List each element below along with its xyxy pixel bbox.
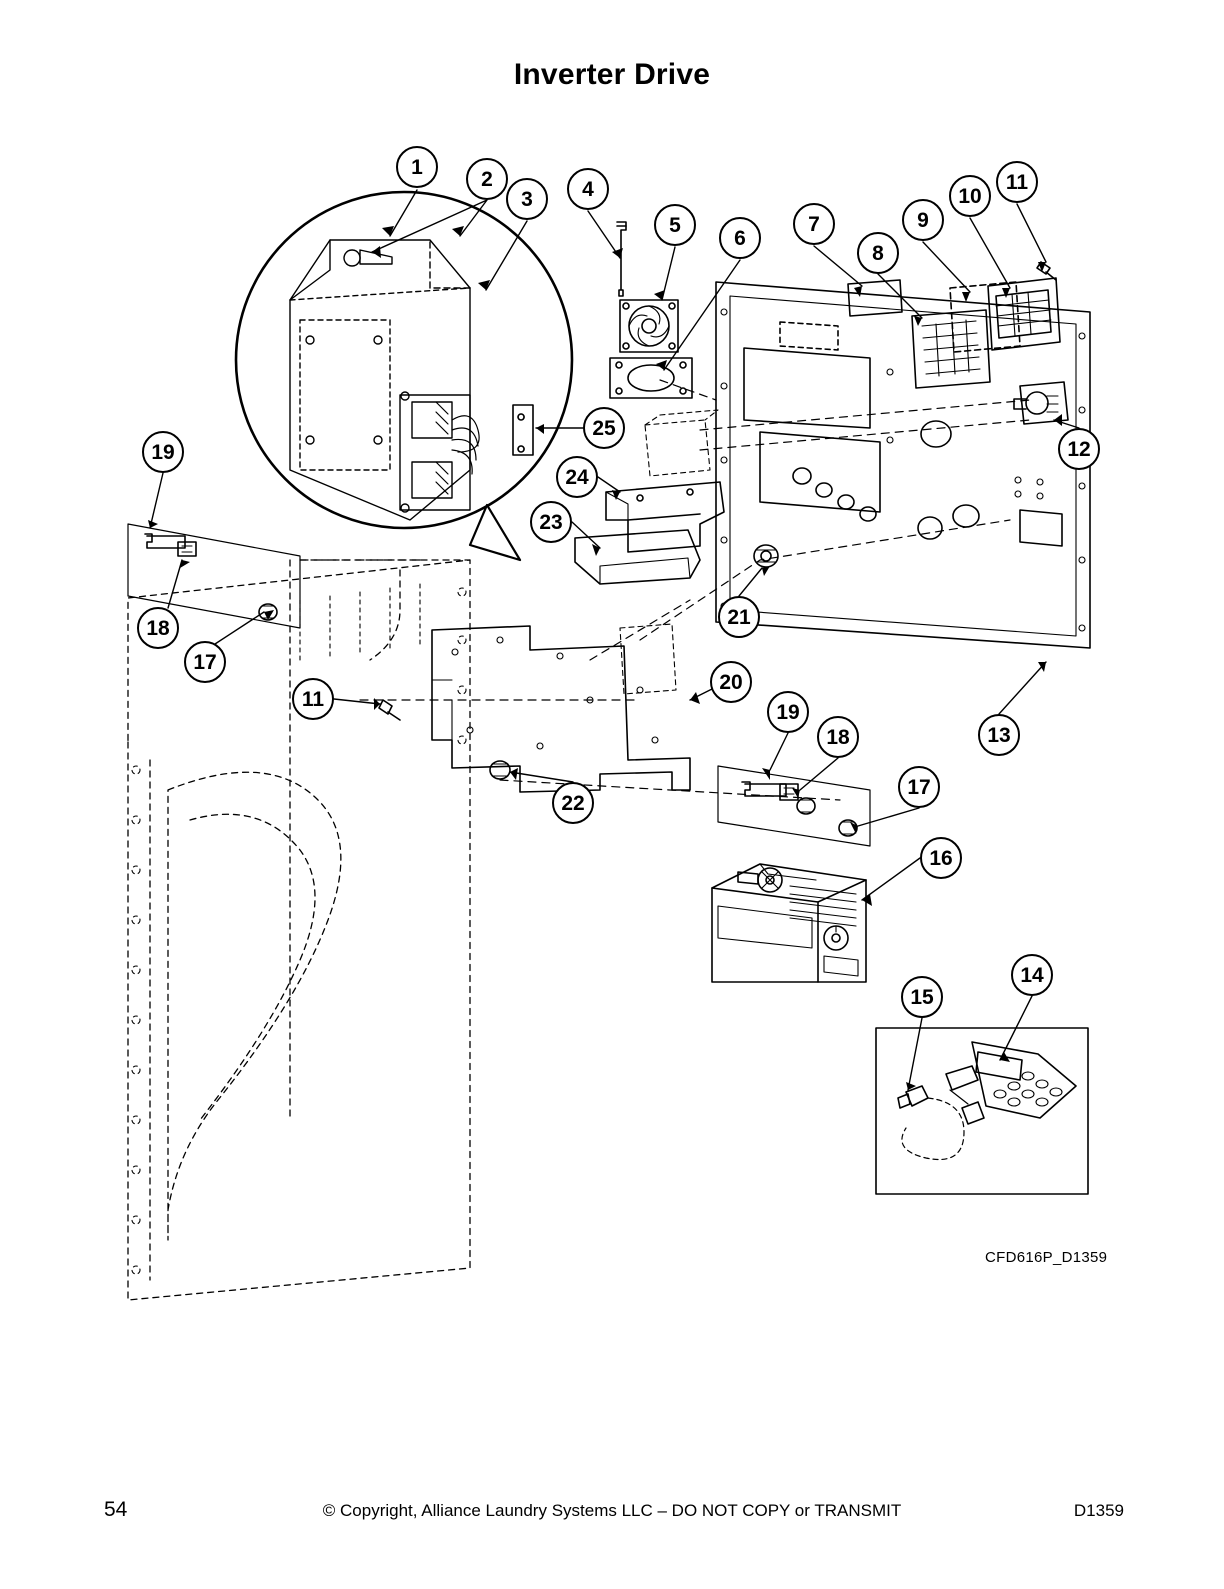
callout-23[interactable]: 23 xyxy=(530,501,572,543)
callout-8[interactable]: 8 xyxy=(857,232,899,274)
page-title: Inverter Drive xyxy=(513,58,711,91)
callout-4[interactable]: 4 xyxy=(567,168,609,210)
callout-11[interactable]: 11 xyxy=(292,678,334,720)
callout-19[interactable]: 19 xyxy=(767,691,809,733)
callout-22[interactable]: 22 xyxy=(552,782,594,824)
callout-15[interactable]: 15 xyxy=(901,976,943,1018)
callout-18[interactable]: 18 xyxy=(817,716,859,758)
callout-14[interactable]: 14 xyxy=(1011,954,1053,996)
callout-12[interactable]: 12 xyxy=(1058,428,1100,470)
callout-17[interactable]: 17 xyxy=(898,766,940,808)
callout-20[interactable]: 20 xyxy=(710,661,752,703)
callout-5[interactable]: 5 xyxy=(654,204,696,246)
callout-13[interactable]: 13 xyxy=(978,714,1020,756)
callout-17[interactable]: 17 xyxy=(184,641,226,683)
footer-doc-code: D1359 xyxy=(1073,1501,1124,1520)
callout-7[interactable]: 7 xyxy=(793,203,835,245)
drawing-code: CFD616P_D1359 xyxy=(985,1249,1108,1266)
callout-11[interactable]: 11 xyxy=(996,161,1038,203)
callout-1[interactable]: 1 xyxy=(396,146,438,188)
page-footer xyxy=(0,1498,1224,1528)
callout-10[interactable]: 10 xyxy=(949,175,991,217)
callout-19[interactable]: 19 xyxy=(142,431,184,473)
callout-6[interactable]: 6 xyxy=(719,217,761,259)
footer-page-number: 54 xyxy=(104,1498,128,1521)
footer-copyright: © Copyright, Alliance Laundry Systems LLC – DO NOT COPY or TRANSMIT xyxy=(322,1501,902,1520)
callout-18[interactable]: 18 xyxy=(137,607,179,649)
callout-9[interactable]: 9 xyxy=(902,199,944,241)
callout-25[interactable]: 25 xyxy=(583,407,625,449)
callout-3[interactable]: 3 xyxy=(506,178,548,220)
callout-21[interactable]: 21 xyxy=(718,596,760,638)
callout-24[interactable]: 24 xyxy=(556,456,598,498)
callout-2[interactable]: 2 xyxy=(466,158,508,200)
callout-16[interactable]: 16 xyxy=(920,837,962,879)
